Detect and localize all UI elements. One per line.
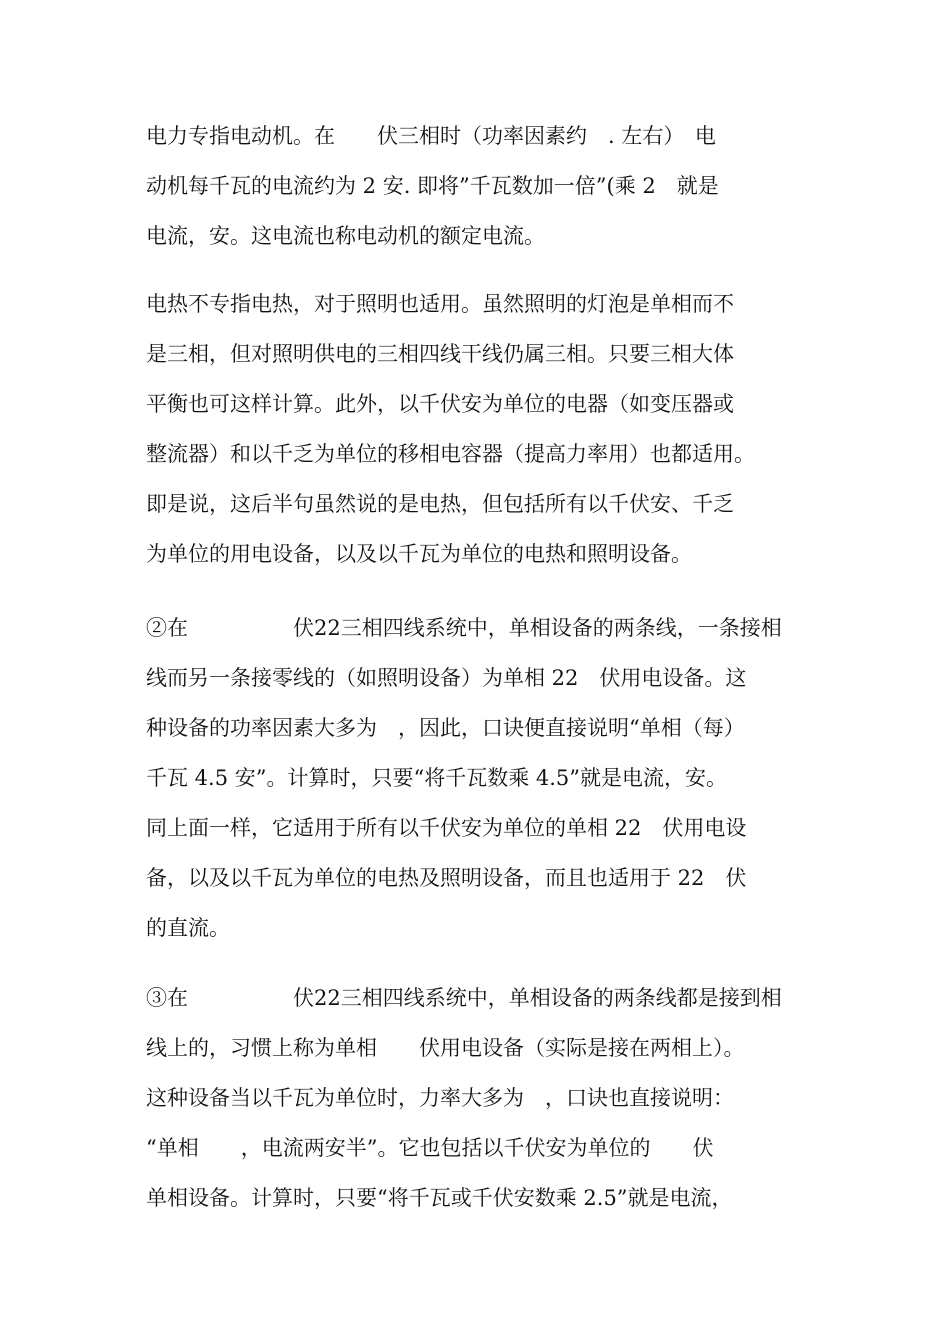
paragraph-4-line-5: 单相设备。计算时，只要“将千瓦或千伏安数乘 2.5”就是电流， bbox=[146, 1186, 733, 1210]
paragraph-4-line-2: 线上的，习惯上称为单相 伏用电设备（实际是接在两相上）。 bbox=[146, 1036, 745, 1060]
paragraph-3-line-5: 同上面一样，它适用于所有以千伏安为单位的单相 22 伏用电设 bbox=[146, 816, 747, 840]
paragraph-2-line-2: 是三相，但对照明供电的三相四线干线仍属三相。只要三相大体 bbox=[146, 342, 734, 366]
paragraph-3-line-4: 千瓦 4.5 安”。计算时，只要“将千瓦数乘 4.5”就是电流，安。 bbox=[146, 766, 728, 790]
paragraph-2-line-1: 电热不专指电热，对于照明也适用。虽然照明的灯泡是单相而不 bbox=[146, 292, 734, 316]
paragraph-1-line-1: 电力专指电动机。在 伏三相时（功率因素约 . 左右） 电 bbox=[146, 124, 716, 148]
paragraph-1-line-3: 电流，安。这电流也称电动机的额定电流。 bbox=[146, 224, 545, 248]
paragraph-4-line-4: “单相 ，电流两安半”。它也包括以千伏安为单位的 伏 bbox=[146, 1136, 714, 1160]
paragraph-2-line-6: 为单位的用电设备，以及以千瓦为单位的电热和照明设备。 bbox=[146, 542, 692, 566]
paragraph-2-line-5: 即是说，这后半句虽然说的是电热，但包括所有以千伏安、千乏 bbox=[146, 492, 734, 516]
paragraph-1-line-2: 动机每千瓦的电流约为 2 安. 即将”千瓦数加一倍”(乘 2 就是 bbox=[146, 174, 719, 198]
paragraph-2-line-4: 整流器）和以千乏为单位的移相电容器（提高力率用）也都适用。 bbox=[146, 442, 755, 466]
paragraph-3-line-1: ②在 伏22三相四线系统中，单相设备的两条线，一条接相 bbox=[146, 616, 782, 640]
paragraph-3-line-7: 的直流。 bbox=[146, 916, 230, 940]
paragraph-2-line-3: 平衡也可这样计算。此外，以千伏安为单位的电器（如变压器或 bbox=[146, 392, 734, 416]
paragraph-4-line-3: 这种设备当以千瓦为单位时，力率大多为 ，口诀也直接说明： bbox=[146, 1086, 734, 1110]
paragraph-3-line-3: 种设备的功率因素大多为 ，因此，口诀便直接说明“单相（每） bbox=[146, 716, 745, 740]
paragraph-3-line-2: 线而另一条接零线的（如照明设备）为单相 22 伏用电设备。这 bbox=[146, 666, 747, 690]
paragraph-4-line-1: ③在 伏22三相四线系统中，单相设备的两条线都是接到相 bbox=[146, 986, 782, 1010]
paragraph-3-line-6: 备，以及以千瓦为单位的电热及照明设备，而且也适用于 22 伏 bbox=[146, 866, 747, 890]
